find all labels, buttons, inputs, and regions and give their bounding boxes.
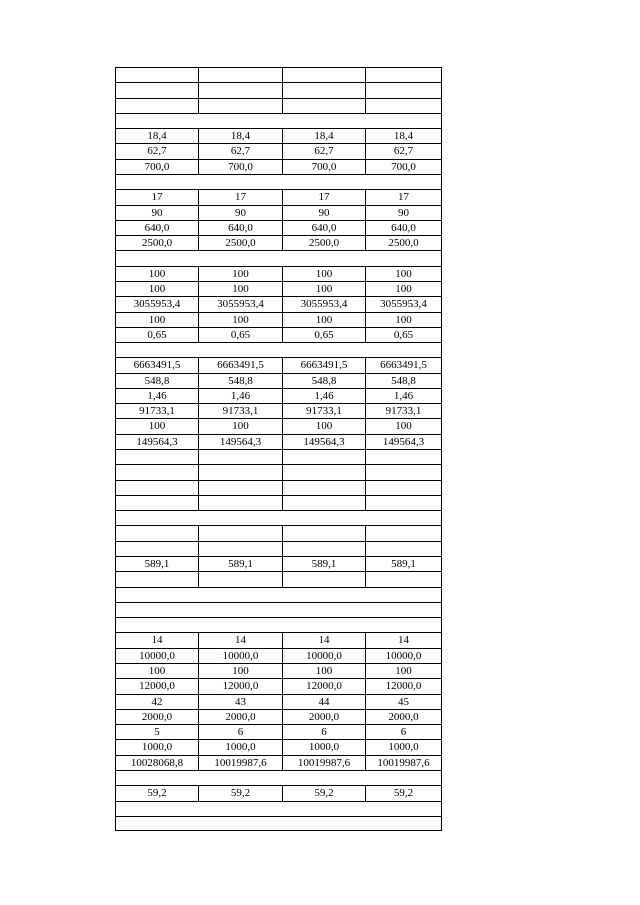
table-cell: 0,65 <box>365 328 442 342</box>
spanning-cell <box>115 817 442 830</box>
table-cell <box>365 99 442 113</box>
table-cell <box>365 572 442 586</box>
table-cell: 62,7 <box>198 144 282 158</box>
table-cell <box>198 542 282 556</box>
table-cell <box>365 465 442 479</box>
table-cell <box>365 526 442 540</box>
table-row <box>115 434 442 449</box>
table-row <box>115 235 442 250</box>
table-row <box>115 418 442 433</box>
table-row <box>115 220 442 235</box>
table-row <box>115 709 442 724</box>
table-cell: 6 <box>282 725 365 739</box>
table-cell: 45 <box>365 695 442 709</box>
table-cell: 100 <box>198 664 282 678</box>
table-cell: 14 <box>198 633 282 647</box>
table-row <box>115 98 442 113</box>
table-cell: 90 <box>282 206 365 220</box>
table-cell <box>198 572 282 586</box>
table-cell: 1000,0 <box>115 740 198 754</box>
table-cell: 17 <box>365 190 442 204</box>
table-cell: 91733,1 <box>198 404 282 418</box>
table-cell: 100 <box>198 313 282 327</box>
table-cell: 62,7 <box>365 144 442 158</box>
table-cell: 0,65 <box>282 328 365 342</box>
table-cell: 17 <box>282 190 365 204</box>
table-cell: 0,65 <box>115 328 198 342</box>
table-cell: 1,46 <box>115 389 198 403</box>
table-cell: 10019987,6 <box>282 756 365 770</box>
table-cell: 640,0 <box>115 221 198 235</box>
table-cell: 100 <box>282 419 365 433</box>
table-row <box>115 541 442 556</box>
table-cell: 548,8 <box>115 374 198 388</box>
table-row <box>115 663 442 678</box>
table-cell: 10000,0 <box>282 649 365 663</box>
table-cell <box>198 99 282 113</box>
table-cell: 100 <box>115 313 198 327</box>
table-cell: 100 <box>115 419 198 433</box>
table-cell: 1000,0 <box>365 740 442 754</box>
table-row <box>115 143 442 158</box>
table-cell: 1000,0 <box>282 740 365 754</box>
spanning-cell <box>115 588 442 602</box>
table-cell: 2000,0 <box>198 710 282 724</box>
spanning-cell <box>115 771 442 785</box>
table-cell: 3055953,4 <box>282 297 365 311</box>
table-row <box>115 525 442 540</box>
table-row <box>115 678 442 693</box>
table-row <box>115 694 442 709</box>
table-cell: 100 <box>365 282 442 296</box>
table-cell: 14 <box>282 633 365 647</box>
table-row <box>115 327 442 342</box>
table-cell: 10000,0 <box>198 649 282 663</box>
table-cell <box>198 465 282 479</box>
table-cell: 149564,3 <box>198 435 282 449</box>
spanning-cell <box>115 114 442 128</box>
table-cell: 5 <box>115 725 198 739</box>
table-row <box>115 342 442 357</box>
table-cell <box>115 99 198 113</box>
table-cell: 59,2 <box>282 786 365 800</box>
spanning-cell <box>115 618 442 632</box>
spanning-cell <box>115 603 442 617</box>
table-cell: 0,65 <box>198 328 282 342</box>
table-cell <box>282 465 365 479</box>
table-row <box>115 296 442 311</box>
table-cell: 6663491,5 <box>198 358 282 372</box>
table-cell: 100 <box>365 419 442 433</box>
table-cell: 18,4 <box>282 129 365 143</box>
table-cell: 6 <box>198 725 282 739</box>
table-cell: 62,7 <box>115 144 198 158</box>
table-cell: 44 <box>282 695 365 709</box>
table-cell: 100 <box>282 664 365 678</box>
table-cell: 100 <box>365 664 442 678</box>
table-cell <box>115 481 198 495</box>
table-row <box>115 174 442 189</box>
table-cell <box>115 450 198 464</box>
table-row <box>115 250 442 265</box>
spanning-cell <box>115 343 442 357</box>
table-cell <box>198 526 282 540</box>
table-cell: 700,0 <box>365 160 442 174</box>
table-cell: 1,46 <box>198 389 282 403</box>
table-cell <box>365 496 442 510</box>
table-cell <box>365 542 442 556</box>
table-cell: 18,4 <box>365 129 442 143</box>
table-cell: 640,0 <box>365 221 442 235</box>
table-cell: 2500,0 <box>282 236 365 250</box>
table-cell: 59,2 <box>115 786 198 800</box>
table-cell: 548,8 <box>365 374 442 388</box>
table-row <box>115 281 442 296</box>
table-cell <box>365 481 442 495</box>
table-cell: 640,0 <box>282 221 365 235</box>
table-cell: 14 <box>115 633 198 647</box>
table-cell: 149564,3 <box>282 435 365 449</box>
table-cell <box>198 496 282 510</box>
table-row <box>115 159 442 174</box>
table-cell: 1,46 <box>282 389 365 403</box>
table-cell: 3055953,4 <box>115 297 198 311</box>
table-cell: 100 <box>198 267 282 281</box>
table-cell: 91733,1 <box>282 404 365 418</box>
table-cell: 100 <box>115 267 198 281</box>
table-cell: 17 <box>198 190 282 204</box>
table-row <box>115 785 442 800</box>
table-cell: 589,1 <box>115 557 198 571</box>
table-cell <box>198 450 282 464</box>
table-cell: 43 <box>198 695 282 709</box>
table-row <box>115 770 442 785</box>
table-row <box>115 816 442 831</box>
table-row <box>115 189 442 204</box>
table-row <box>115 128 442 143</box>
table-cell: 100 <box>282 313 365 327</box>
table-cell: 100 <box>282 267 365 281</box>
table-cell <box>282 572 365 586</box>
table-cell <box>365 83 442 97</box>
spanning-cell <box>115 802 442 816</box>
table-cell: 640,0 <box>198 221 282 235</box>
table-cell <box>115 465 198 479</box>
table-row <box>115 602 442 617</box>
table-row <box>115 755 442 770</box>
table-row <box>115 801 442 816</box>
table-row <box>115 495 442 510</box>
table-cell: 3055953,4 <box>198 297 282 311</box>
table-cell <box>282 496 365 510</box>
table-cell <box>198 68 282 82</box>
table-cell: 12000,0 <box>365 679 442 693</box>
spanning-cell <box>115 175 442 189</box>
table-cell: 10000,0 <box>365 649 442 663</box>
table-row <box>115 113 442 128</box>
table-cell: 2000,0 <box>365 710 442 724</box>
spanning-cell <box>115 511 442 525</box>
table-cell: 100 <box>365 267 442 281</box>
table-cell: 2000,0 <box>115 710 198 724</box>
table-cell: 90 <box>198 206 282 220</box>
table-cell: 1000,0 <box>198 740 282 754</box>
table-cell: 59,2 <box>365 786 442 800</box>
table-cell: 3055953,4 <box>365 297 442 311</box>
table-cell <box>365 450 442 464</box>
table-row <box>115 632 442 647</box>
table-row <box>115 480 442 495</box>
table-cell: 100 <box>115 282 198 296</box>
table-cell: 2500,0 <box>198 236 282 250</box>
table-cell: 589,1 <box>365 557 442 571</box>
table-cell: 12000,0 <box>115 679 198 693</box>
table-row <box>115 556 442 571</box>
table-row <box>115 449 442 464</box>
table-cell: 2000,0 <box>282 710 365 724</box>
table-cell: 90 <box>365 206 442 220</box>
table-cell: 548,8 <box>198 374 282 388</box>
table-cell <box>282 83 365 97</box>
table-cell: 100 <box>365 313 442 327</box>
table-cell: 149564,3 <box>115 435 198 449</box>
table-row <box>115 587 442 602</box>
table-row <box>115 266 442 281</box>
table-cell: 548,8 <box>282 374 365 388</box>
table-cell: 10019987,6 <box>198 756 282 770</box>
table-cell: 6 <box>365 725 442 739</box>
spanning-cell <box>115 251 442 265</box>
table-cell <box>365 68 442 82</box>
table-cell: 6663491,5 <box>115 358 198 372</box>
table-cell: 18,4 <box>115 129 198 143</box>
table-cell: 6663491,5 <box>365 358 442 372</box>
table-row <box>115 724 442 739</box>
table-cell <box>115 68 198 82</box>
table-cell: 2500,0 <box>365 236 442 250</box>
table-cell: 59,2 <box>198 786 282 800</box>
table-cell: 700,0 <box>115 160 198 174</box>
table-cell: 62,7 <box>282 144 365 158</box>
table-row <box>115 617 442 632</box>
table-cell: 149564,3 <box>365 435 442 449</box>
table-cell: 91733,1 <box>365 404 442 418</box>
table-row <box>115 357 442 372</box>
table-cell <box>198 481 282 495</box>
table-cell <box>282 481 365 495</box>
table-cell: 12000,0 <box>282 679 365 693</box>
table-cell <box>282 526 365 540</box>
table-cell <box>115 526 198 540</box>
table-cell <box>115 572 198 586</box>
table-row <box>115 571 442 586</box>
data-table <box>115 67 442 831</box>
table-row <box>115 648 442 663</box>
table-row <box>115 510 442 525</box>
table-cell: 700,0 <box>198 160 282 174</box>
table-row <box>115 739 442 754</box>
table-row <box>115 403 442 418</box>
table-row <box>115 67 442 82</box>
table-cell: 10019987,6 <box>365 756 442 770</box>
table-cell <box>198 83 282 97</box>
table-cell <box>282 450 365 464</box>
table-cell: 42 <box>115 695 198 709</box>
table-cell: 91733,1 <box>115 404 198 418</box>
table-cell <box>282 99 365 113</box>
table-cell: 18,4 <box>198 129 282 143</box>
table-cell <box>115 496 198 510</box>
table-cell: 10028068,8 <box>115 756 198 770</box>
table-row <box>115 373 442 388</box>
table-cell: 17 <box>115 190 198 204</box>
table-cell: 90 <box>115 206 198 220</box>
table-cell: 6663491,5 <box>282 358 365 372</box>
table-cell: 12000,0 <box>198 679 282 693</box>
table-cell: 589,1 <box>198 557 282 571</box>
table-cell: 2500,0 <box>115 236 198 250</box>
table-row <box>115 82 442 97</box>
table-row <box>115 388 442 403</box>
table-cell: 700,0 <box>282 160 365 174</box>
table-cell: 100 <box>198 282 282 296</box>
table-cell: 100 <box>282 282 365 296</box>
table-row <box>115 464 442 479</box>
table-row <box>115 312 442 327</box>
table-cell: 589,1 <box>282 557 365 571</box>
table-cell: 1,46 <box>365 389 442 403</box>
table-cell: 10000,0 <box>115 649 198 663</box>
table-cell: 100 <box>198 419 282 433</box>
table-cell: 14 <box>365 633 442 647</box>
table-row <box>115 205 442 220</box>
table-cell <box>115 542 198 556</box>
table-cell <box>282 68 365 82</box>
table-cell <box>115 83 198 97</box>
table-cell <box>282 542 365 556</box>
table-cell: 100 <box>115 664 198 678</box>
